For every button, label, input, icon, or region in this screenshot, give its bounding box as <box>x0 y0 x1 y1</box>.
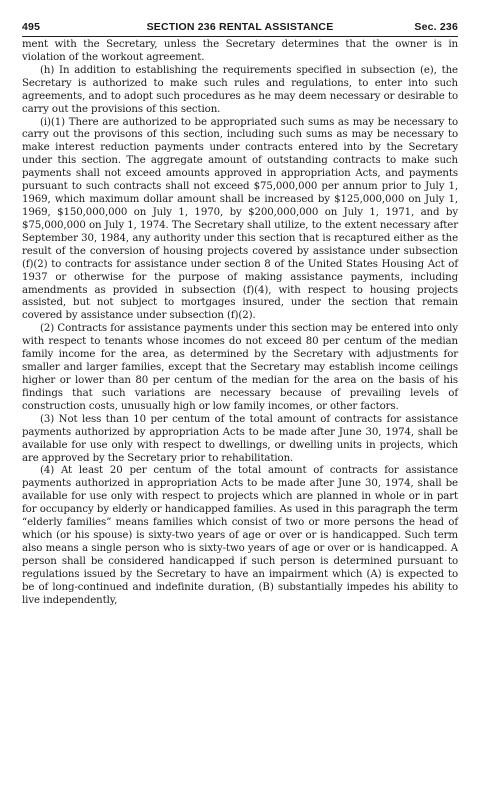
page-number: 495 <box>22 21 41 33</box>
page-body <box>22 39 458 608</box>
paragraph-i-4: (4) At least 20 per centum of the total amount of contracts for assistance payments authorized in appropriation Acts to be made after June 30, 1974, shall be available for use only with respect to projects which are planned in whole or in part for occupancy by elderly or handicapped families. As used in this paragraph the term “elderly families” means families which consist of two or more persons the head of which (or his spouse) is sixty-two years of age or over or is handicapped. Such term also means a single person who is sixty-two years of age or over or is handicapped. A person shall be considered handicapped if such person is determined pursuant to regulations issued by the Secretary to have an impairment which (A) is expected to be of long-continued and indefinite duration, (B) substantially impedes his ability to live independently, <box>22 465 458 606</box>
running-header <box>22 20 458 37</box>
section-label: Sec. 236 <box>414 21 458 33</box>
paragraph-i-3: (3) Not less than 10 per centum of the total amount of contracts for assistance payments authorized by appropriation Acts to be made after June 30, 1974, shall be available for use only with respect to dwellings, or dwelling units in projects, which are approved by the Secretary prior to rehabilitation. <box>22 413 458 464</box>
paragraph-i-1: (i)(1) There are authorized to be appropriated such sums as may be necessary to carry out the provisons of this section, including such sums as may be necessary to make interest reduction payments under contracts entered into by the Secretary under this section. The aggregate amount of outstanding contracts to make such payments shall not exceed amounts approved in appropriation Acts, and payments pursuant to such contracts shall not exceed $75,000,000 per annum prior to July 1, 1969, which maximum dollar amount shall be increased by $125,000,000 on July 1, 1969, $150,000,000 on July 1, 1970, by $200,000,000 on July 1, 1971, and by $75,000,000 on July 1, 1974. The Secretary shall utilize, to the extent necessary after September 30, 1984, any authority under this section that is recaptured either as the result of the conversion of housing projects covered by assistance under subsection (f)(2) to contracts for assistance under section 8 of the United States Housing Act of 1937 or otherwise for the purpose of making assistance payments, including amendments as provided in subsection (f)(4), with respect to housing projects assisted, but not subject to mortgages insured, under the section that remain covered by assistance under subsection (f)(2). <box>22 116 458 322</box>
paragraph-h: (h) In addition to establishing the requirements specified in subsection (e), the Secretary is authorized to make such rules and regulations, to enter into such agreements, and to adopt such procedures as he may deem necessary or desirable to carry out the provisions of this section. <box>22 64 458 115</box>
paragraph-i-2: (2) Contracts for assistance payments under this section may be entered into only with respect to tenants whose incomes do not exceed 80 per centum of the median family income for the area, as determined by the Secretary with adjustments for smaller and larger families, except that the Secretary may establish income ceilings higher or lower than 80 per centum of the median for the area on the basis of his findings that such variations are necessary because of prevailing levels of construction costs, unusually high or low family incomes, or other factors. <box>22 323 458 412</box>
paragraph-continuation: ment with the Secretary, unless the Secretary determines that the owner is in violation of the workout agreement. <box>22 39 458 63</box>
running-title: SECTION 236 RENTAL ASSISTANCE <box>146 21 334 33</box>
